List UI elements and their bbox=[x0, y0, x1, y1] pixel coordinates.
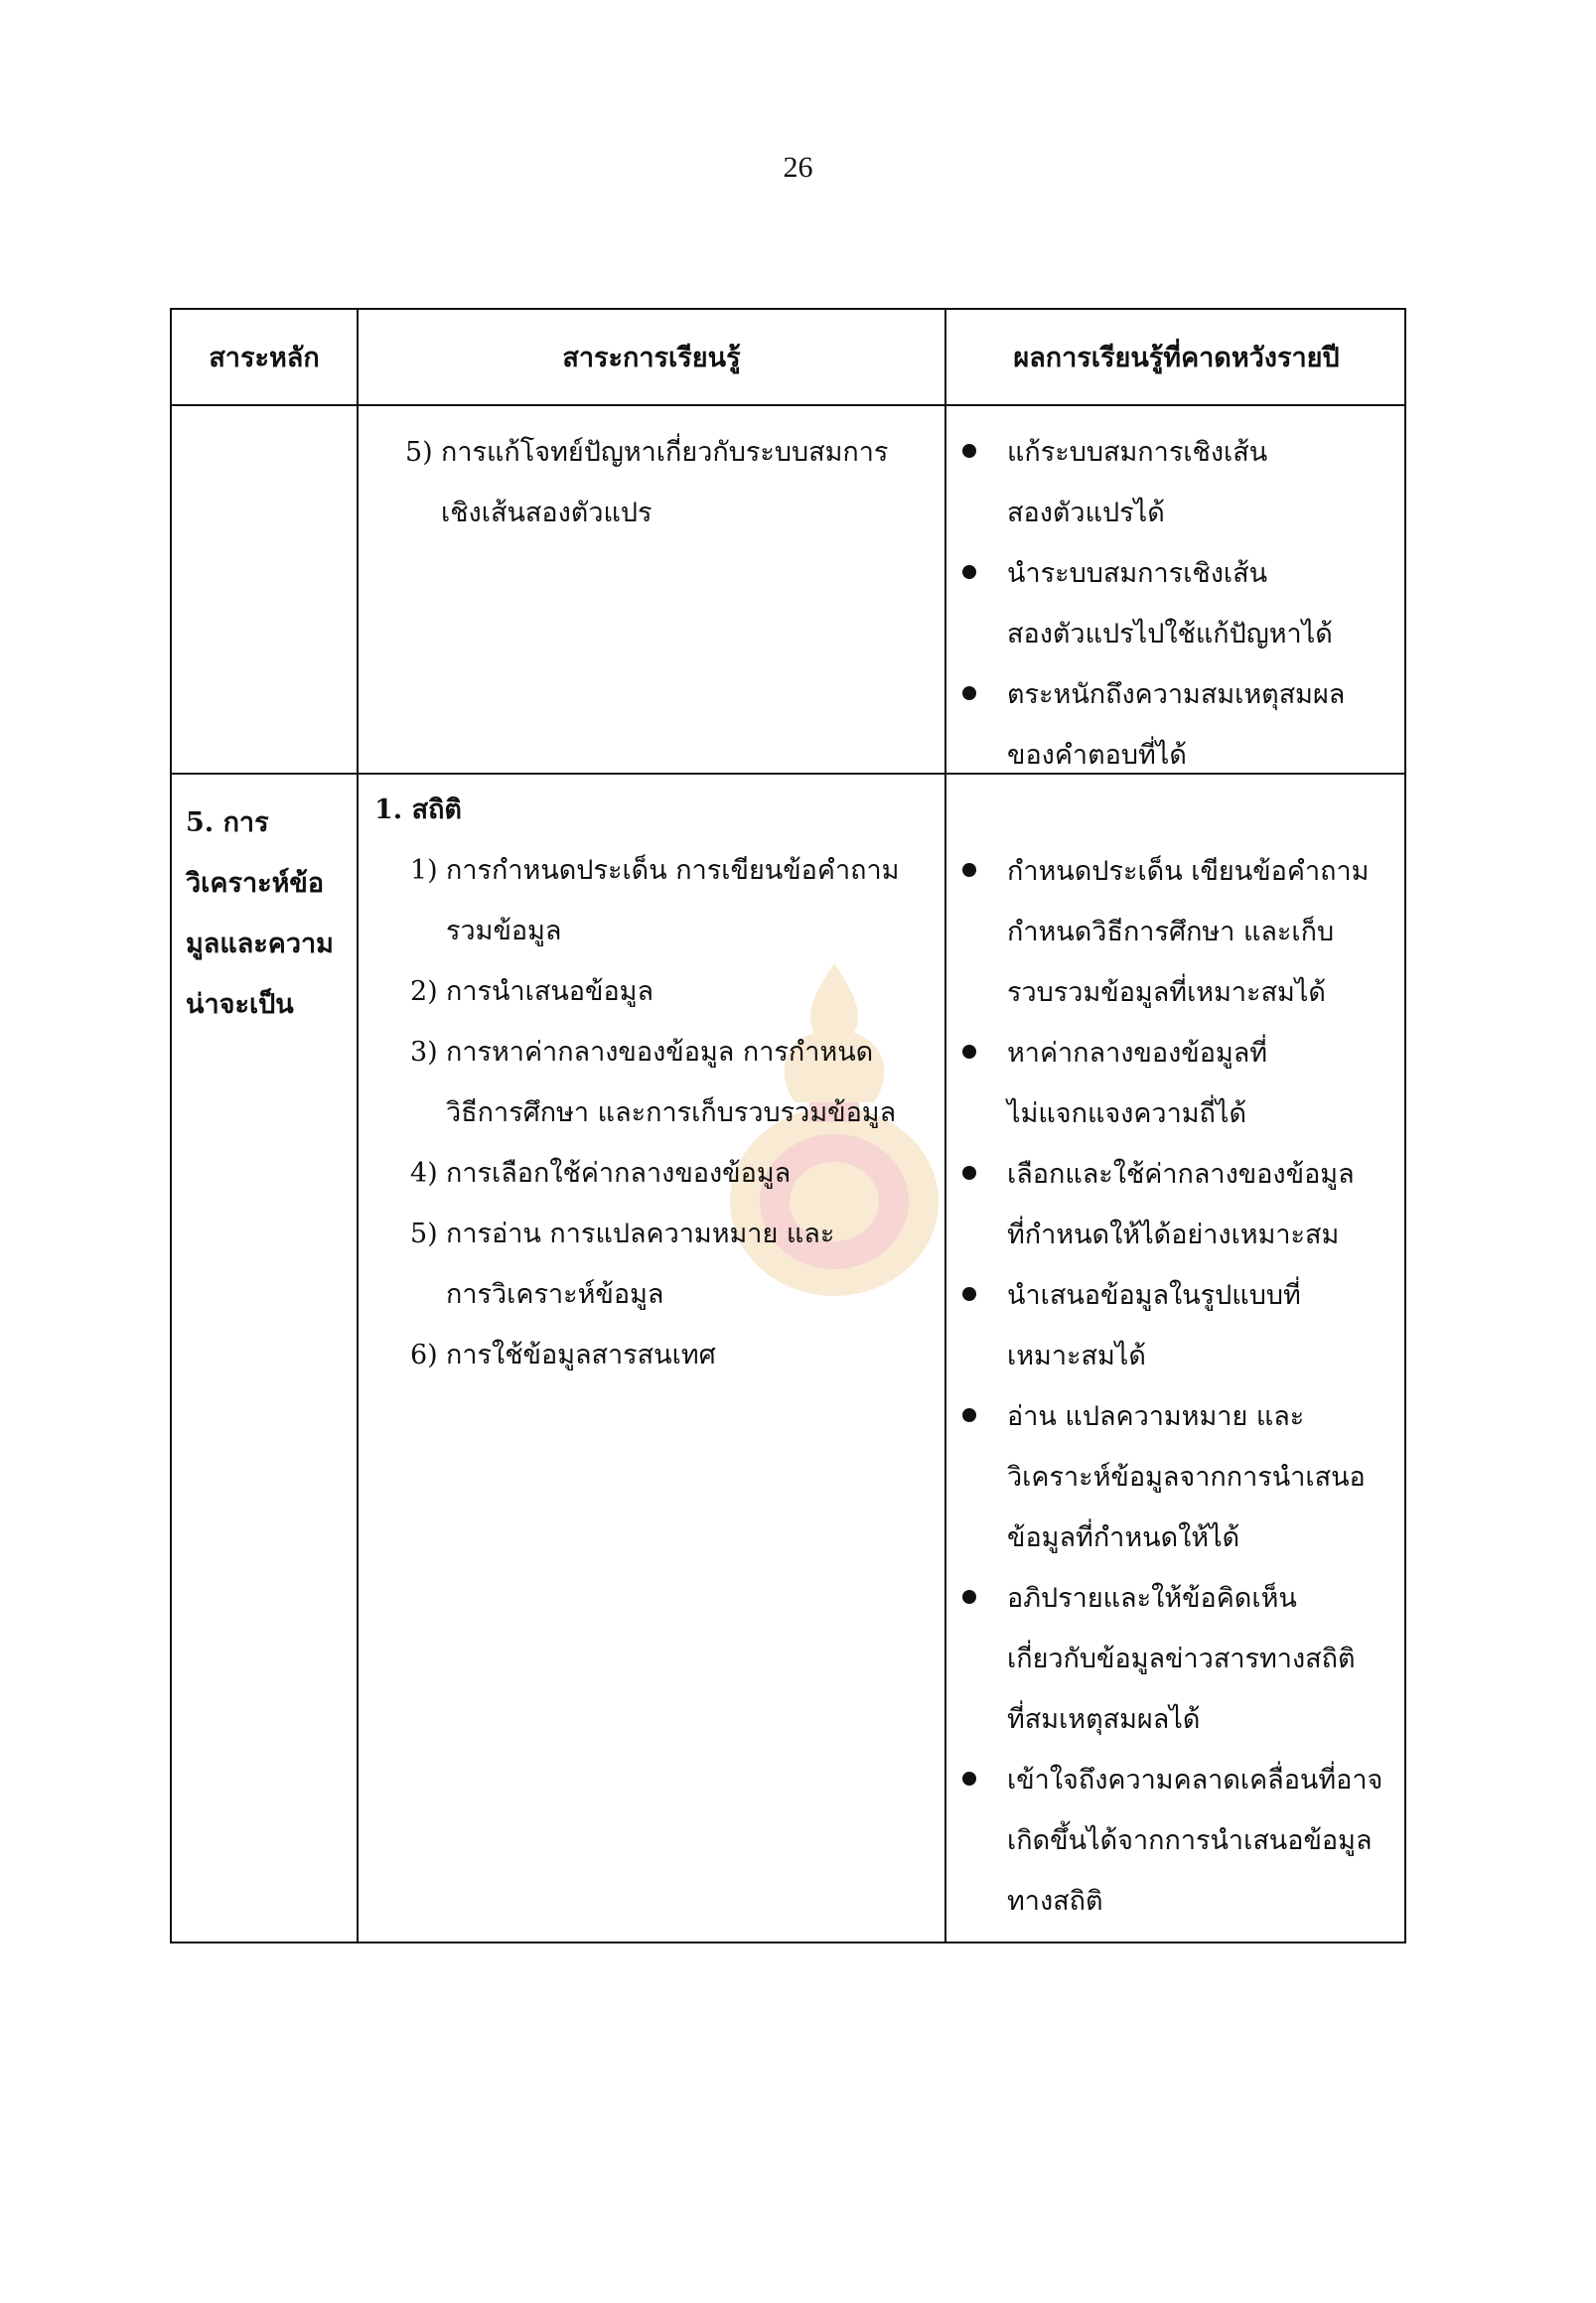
bullet-icon bbox=[962, 863, 976, 877]
text-line: น่าจะเป็น bbox=[186, 989, 294, 1020]
text-line: เกี่ยวกับข้อมูลข่าวสารทางสถิติ bbox=[1007, 1644, 1356, 1674]
row2-expected-outcomes bbox=[956, 841, 1382, 1932]
text-line: วิเคราะห์ข้อมูลจากการนำเสนอ bbox=[1007, 1462, 1366, 1493]
header-divider bbox=[172, 404, 1404, 406]
bullet-icon bbox=[962, 565, 976, 579]
outcome-item bbox=[956, 422, 1345, 543]
text-line: นำระบบสมการเชิงเส้น bbox=[1007, 558, 1268, 589]
item-number: 3) bbox=[410, 1037, 438, 1068]
text-line: ตระหนักถึงความสมเหตุสมผล bbox=[1007, 679, 1346, 710]
text-line: กำหนดประเด็น เขียนข้อคำถาม bbox=[1007, 856, 1370, 887]
text-line: สองตัวแปรไปใช้แก้ปัญหาได้ bbox=[1007, 619, 1333, 649]
bullet-icon bbox=[962, 1772, 976, 1786]
text-line: กำหนดวิธีการศึกษา และเก็บ bbox=[1007, 917, 1335, 947]
text-line: สองตัวแปรได้ bbox=[1007, 498, 1165, 528]
text-line: การหาค่ากลางของข้อมูล การกำหนด bbox=[446, 1037, 874, 1068]
item-number: 2) bbox=[410, 976, 438, 1007]
bullet-icon bbox=[962, 1045, 976, 1059]
outcome-item bbox=[956, 1568, 1382, 1750]
text-line: หาค่ากลางของข้อมูลที่ bbox=[1007, 1038, 1268, 1069]
outcome-item bbox=[956, 841, 1382, 1023]
header-main-topic: สาระหลัก bbox=[209, 343, 320, 373]
outcome-item bbox=[956, 1750, 1382, 1932]
text-line: ไม่แจกแจงความถี่ได้ bbox=[1007, 1098, 1246, 1129]
row2-main-topic bbox=[186, 792, 334, 1035]
bullet-icon bbox=[962, 1590, 976, 1604]
numbered-item bbox=[410, 1022, 899, 1143]
text-line: การเลือกใช้ค่ากลางของข้อมูล bbox=[446, 1158, 792, 1189]
row1-learning-content bbox=[405, 422, 888, 543]
outcome-item bbox=[956, 543, 1345, 664]
text-line: ที่กำหนดให้ได้อย่างเหมาะสม bbox=[1007, 1220, 1340, 1250]
text-line: ข้อมูลที่กำหนดให้ได้ bbox=[1007, 1522, 1240, 1553]
outcome-item bbox=[956, 1386, 1382, 1568]
text-line: ทางสถิติ bbox=[1007, 1886, 1103, 1917]
bullet-icon bbox=[962, 686, 976, 700]
text-line: เหมาะสมได้ bbox=[1007, 1341, 1146, 1371]
text-line: การแก้โจทย์ปัญหาเกี่ยวกับระบบสมการ bbox=[441, 437, 889, 468]
text-line: มูลและความ bbox=[186, 929, 334, 959]
text-line: 5. การ bbox=[186, 807, 269, 838]
item-number: 6) bbox=[410, 1340, 438, 1370]
numbered-item bbox=[410, 1204, 899, 1325]
text-line: อ่าน แปลความหมาย และ bbox=[1007, 1401, 1305, 1432]
numbered-item bbox=[410, 1325, 899, 1385]
text-line: อภิปรายและให้ข้อคิดเห็น bbox=[1007, 1583, 1297, 1614]
text-line: การนำเสนอข้อมูล bbox=[446, 976, 654, 1007]
bullet-icon bbox=[962, 444, 976, 458]
text-line: การอ่าน การแปลความหมาย และ bbox=[446, 1219, 835, 1249]
header-learning-content: สาระการเรียนรู้ bbox=[562, 343, 741, 373]
item-number: 1) bbox=[410, 855, 438, 886]
bullet-icon bbox=[962, 1408, 976, 1422]
text-line: ของคำตอบที่ได้ bbox=[1007, 740, 1187, 771]
text-line: เลือกและใช้ค่ากลางของข้อมูล bbox=[1007, 1159, 1355, 1190]
bullet-icon bbox=[962, 1166, 976, 1180]
text-line: วิเคราะห์ข้อ bbox=[186, 868, 325, 899]
outcome-item bbox=[956, 1144, 1382, 1265]
outcome-item bbox=[956, 1265, 1382, 1386]
column-divider bbox=[944, 310, 946, 1942]
text-line: นำเสนอข้อมูลในรูปแบบที่ bbox=[1007, 1280, 1301, 1311]
text-line: รวบรวมข้อมูลที่เหมาะสมได้ bbox=[1007, 977, 1326, 1008]
outcome-list bbox=[956, 841, 1382, 1932]
item-number: 5) bbox=[405, 437, 433, 468]
text-line: เกิดขึ้นได้จากการนำเสนอข้อมูล bbox=[1007, 1825, 1373, 1856]
text-line: การวิเคราะห์ข้อมูล bbox=[446, 1279, 664, 1310]
outcome-item bbox=[956, 1023, 1382, 1144]
item-number: 4) bbox=[410, 1158, 438, 1189]
curriculum-table bbox=[170, 308, 1406, 1943]
item-number: 5) bbox=[410, 1219, 438, 1249]
text-line: เข้าใจถึงความคลาดเคลื่อนที่อาจ bbox=[1007, 1765, 1383, 1796]
bullet-icon bbox=[962, 1287, 976, 1301]
numbered-item bbox=[410, 840, 899, 961]
numbered-item bbox=[410, 1143, 899, 1204]
text-line: รวมข้อมูล bbox=[446, 916, 562, 946]
text-line: ที่สมเหตุสมผลได้ bbox=[1007, 1704, 1201, 1735]
page-number: 26 bbox=[783, 151, 813, 184]
section-heading: 1. สถิติ bbox=[374, 794, 462, 825]
row2-learning-content bbox=[374, 780, 899, 1385]
row1-expected-outcomes bbox=[956, 422, 1345, 786]
text-line: การกำหนดประเด็น การเขียนข้อคำถาม bbox=[446, 855, 900, 886]
text-line: วิธีการศึกษา และการเก็บรวบรวมข้อมูล bbox=[446, 1097, 897, 1128]
outcome-list bbox=[956, 422, 1345, 786]
outcome-item bbox=[956, 664, 1345, 786]
text-line: แก้ระบบสมการเชิงเส้น bbox=[1007, 437, 1268, 468]
numbered-item bbox=[405, 422, 888, 543]
column-divider bbox=[357, 310, 359, 1942]
numbered-item bbox=[410, 961, 899, 1022]
text-line: เชิงเส้นสองตัวแปร bbox=[441, 498, 653, 528]
text-line: การใช้ข้อมูลสารสนเทศ bbox=[446, 1340, 716, 1370]
header-expected-outcomes: ผลการเรียนรู้ที่คาดหวังรายปี bbox=[1013, 343, 1340, 373]
